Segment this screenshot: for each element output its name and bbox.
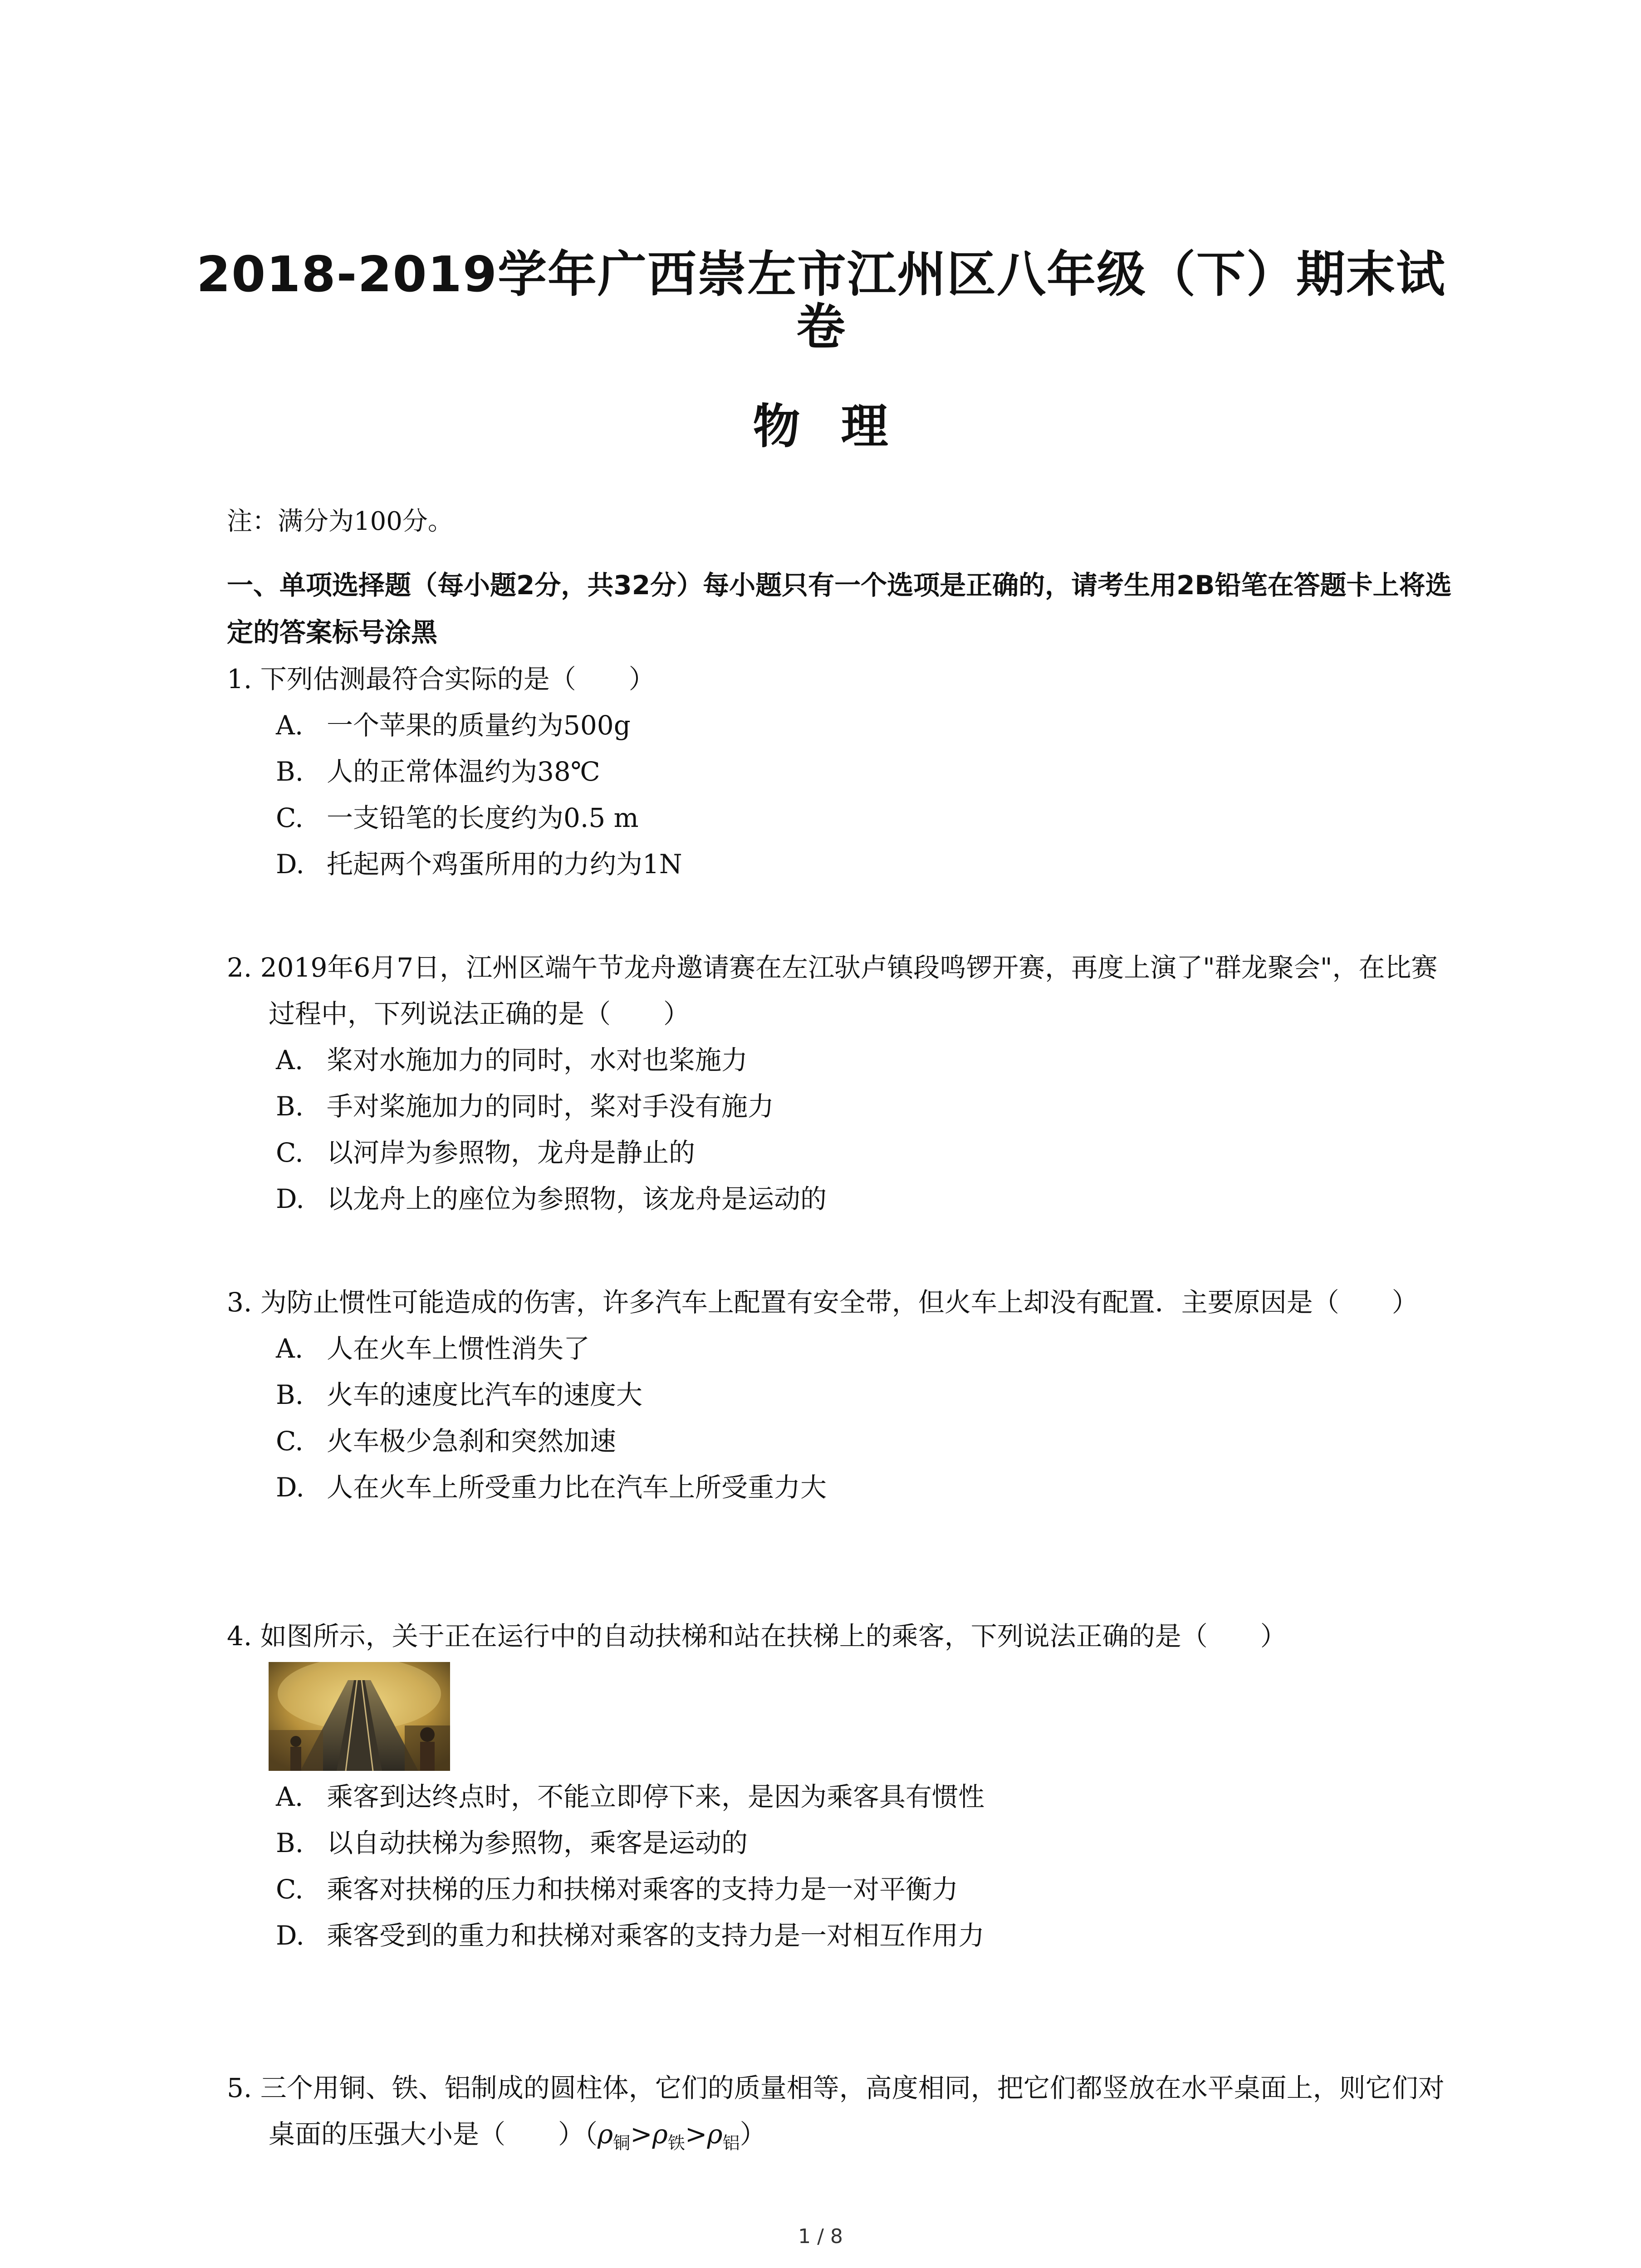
option-text: 人的正常体温约为38℃ (327, 756, 600, 787)
option-text: 乘客到达终点时，不能立即停下来，是因为乘客具有惯性 (327, 1781, 985, 1812)
option-b (227, 1372, 1452, 1418)
option-text: 以河岸为参照物，龙舟是静止的 (327, 1137, 696, 1168)
option-text: 乘客受到的重力和扶梯对乘客的支持力是一对相互作用力 (327, 1920, 985, 1951)
question-stem (227, 2065, 1452, 2166)
question-stem: 3. 为防止惯性可能造成的伤害，许多汽车上配置有安全带，但火车上却没有配置．主要原因是（ ） (227, 1287, 1418, 1318)
option-d (227, 1464, 1452, 1510)
escalator-photo (269, 1662, 450, 1771)
rho-symbol: ρ (598, 2119, 613, 2150)
subject-heading: 物理 (753, 399, 929, 454)
option-text: 人在火车上所受重力比在汽车上所受重力大 (327, 1472, 827, 1503)
question-5 (227, 2065, 1452, 2166)
option-text: 火车的速度比汽车的速度大 (327, 1379, 643, 1410)
option-letter: A. (276, 1333, 304, 1364)
option-d (227, 841, 1452, 887)
exam-title: 2018-2019学年广西崇左市江州区八年级（下）期末试卷 (196, 246, 1446, 356)
option-text: 桨对水施加力的同时，水对也桨施力 (327, 1045, 748, 1075)
question-4 (227, 1613, 1452, 1959)
question-3 (227, 1279, 1452, 1510)
option-letter: C. (276, 802, 304, 833)
question-2 (227, 944, 1452, 1222)
option-letter: C. (276, 1874, 304, 1905)
rho-symbol: ρ (652, 2119, 668, 2150)
option-a (227, 702, 1452, 748)
option-a (227, 1325, 1452, 1372)
option-text: 一支铅笔的长度约为0.5 m (327, 802, 639, 833)
option-text: 一个苹果的质量约为500g (327, 710, 631, 741)
option-letter: B. (276, 1091, 304, 1122)
option-letter: D. (276, 1920, 304, 1951)
option-letter: A. (276, 1045, 304, 1075)
section-heading: 一、单项选择题（每小题2分，共32分）每小题只有一个选项是正确的，请考生用2B铅笔在答题卡上将选定的答案标号涂黑 (227, 570, 1452, 648)
option-letter: A. (276, 710, 304, 741)
question-stem: 2. 2019年6月7日，江州区端午节龙舟邀请赛在左江驮卢镇段鸣锣开赛，再度上演了"群龙聚会"，在比赛过程中，下列说法正确的是（ ） (227, 952, 1438, 1029)
option-text: 手对桨施加力的同时，桨对手没有施力 (327, 1091, 774, 1122)
greater-than: > (685, 2119, 707, 2150)
option-a (227, 1037, 1452, 1083)
sub-copper: 铜 (613, 2133, 631, 2153)
option-b (227, 1820, 1452, 1866)
option-c (227, 795, 1452, 841)
option-c (227, 1129, 1452, 1176)
option-letter: B. (276, 1828, 304, 1858)
option-letter: D. (276, 1472, 304, 1503)
option-b (227, 1083, 1452, 1129)
question-stem: 4. 如图所示，关于正在运行中的自动扶梯和站在扶梯上的乘客，下列说法正确的是（ ） (227, 1621, 1287, 1652)
option-letter: B. (276, 756, 304, 787)
option-letter: D. (276, 1183, 304, 1214)
option-text: 乘客对扶梯的压力和扶梯对乘客的支持力是一对平衡力 (327, 1874, 959, 1905)
option-letter: C. (276, 1426, 304, 1457)
option-d (227, 1176, 1452, 1222)
option-text: 以龙舟上的座位为参照物，该龙舟是运动的 (327, 1183, 827, 1214)
option-text: 托起两个鸡蛋所用的力约为1N (327, 849, 682, 880)
sub-aluminum: 铝 (722, 2133, 740, 2153)
option-a (227, 1774, 1452, 1820)
option-letter: C. (276, 1137, 304, 1168)
option-letter: D. (276, 849, 304, 880)
greater-than: > (630, 2119, 652, 2150)
question-text: 5. 三个用铜、铁、铝制成的圆柱体，它们的质量相等，高度相同，把它们都竖放在水平桌面上，则它们对桌面的压强大小是（ ） (227, 2072, 1445, 2150)
option-text: 以自动扶梯为参照物，乘客是运动的 (327, 1828, 748, 1858)
option-c (227, 1418, 1452, 1464)
page-number: 1 / 8 (798, 2225, 843, 2248)
option-b (227, 748, 1452, 795)
option-letter: A. (276, 1781, 304, 1812)
option-c (227, 1866, 1452, 1912)
density-comparison (584, 2119, 766, 2153)
score-note: 注：满分为100分。 (227, 507, 453, 536)
paren-close: ） (740, 2119, 766, 2150)
option-text: 人在火车上惯性消失了 (327, 1333, 590, 1364)
option-text: 火车极少急刹和突然加速 (327, 1426, 617, 1457)
paren-open: （ (584, 2119, 598, 2150)
sub-iron: 铁 (667, 2133, 685, 2153)
question-1 (227, 656, 1452, 887)
question-stem: 1. 下列估测最符合实际的是（ ） (227, 664, 655, 694)
option-letter: B. (276, 1379, 304, 1410)
option-d (227, 1912, 1452, 1959)
rho-symbol: ρ (707, 2119, 723, 2150)
